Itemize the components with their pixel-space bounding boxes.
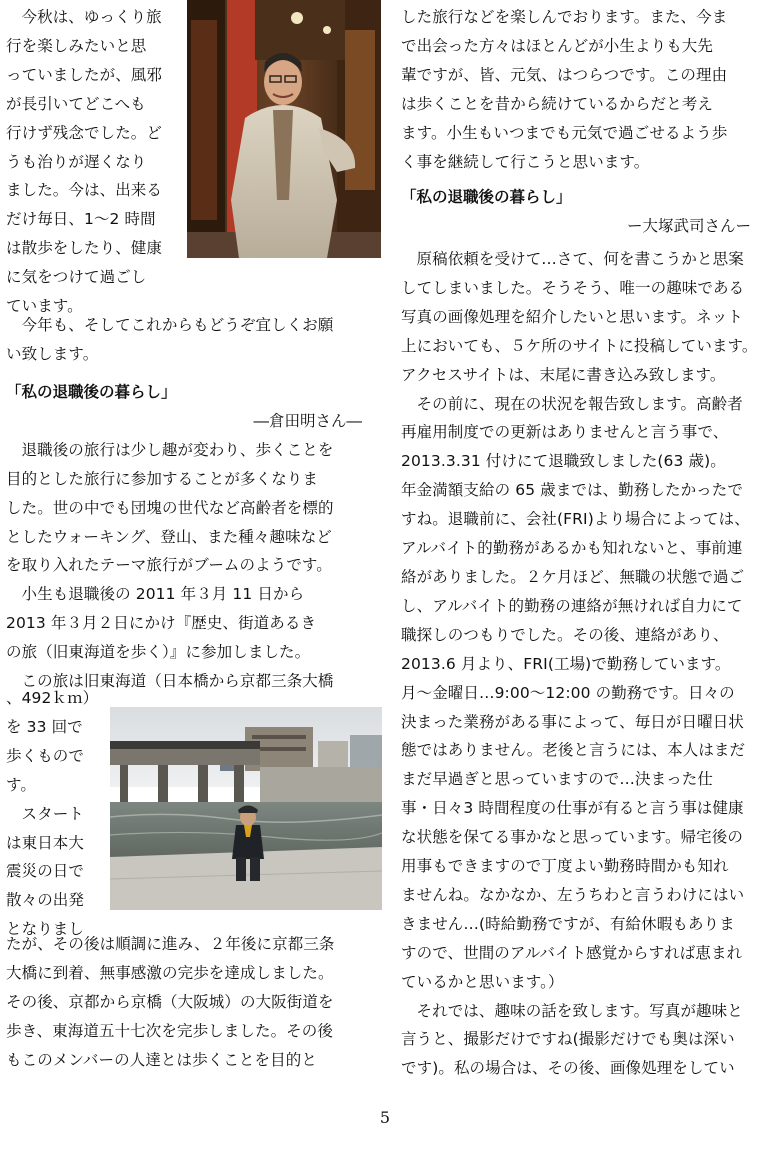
text-line: スタート [21, 804, 84, 823]
portrait-photo-image [187, 0, 381, 258]
text-line: で出会った方々はほとんどが小生よりも大先 [401, 36, 714, 55]
text-line: うも治りが遅くなり [6, 152, 147, 171]
text-line: ています。 [6, 297, 83, 316]
text-line: 歩き、東海道五十七次を完歩しました。その後 [6, 1021, 333, 1040]
text-line: まだ早過ぎと思っていますので…決まった仕 [401, 770, 714, 789]
text-line: い致します。 [6, 344, 99, 363]
text-line: もこのメンバーの人達とは歩くことを目的と [6, 1050, 317, 1069]
text-line: ました。今は、出来る [6, 181, 163, 200]
text-line: 原稿依頼を受けて…さて、何を書こうかと思案 [416, 250, 744, 268]
text-line: 年金満額支給の 65 歳までは、勤務したかったで [401, 481, 743, 500]
text-line: 目的とした旅行に参加することが多くなりま [6, 469, 319, 488]
text-line: 絡がありました。２ケ月ほど、無職の状態で過ご [401, 567, 745, 586]
text-line: した。世の中でも団塊の世代など高齢者を標的 [6, 498, 334, 517]
text-line: 今秋は、ゆっくり旅 [21, 8, 162, 26]
text-line: は歩くことを昔から続けているからだと考え [401, 94, 714, 113]
text-line: 小生も退職後の 2011 年３月 11 日から [21, 585, 305, 604]
text-line: 決まった業務がある事によって、毎日が日曜日状 [401, 712, 744, 731]
text-line: 震災の日で [6, 862, 85, 881]
section-title: 「私の退職後の暮らし」 [6, 383, 177, 401]
text-line: たが、その後は順調に進み、２年後に京都三条 [6, 935, 335, 953]
article-kurata [6, 378, 362, 696]
text-line: を取り入れたテーマ旅行がブームのようです。 [6, 556, 332, 575]
text-line: としたウォーキング、登山、また種々趣味など [6, 527, 332, 546]
text-line: は散歩をしたり、健康 [6, 239, 163, 258]
text-line: の旅（旧東海道を歩く）』に参加しました。 [6, 643, 311, 662]
text-line: きません…(時給勤務ですが、有給休暇もありま [401, 914, 735, 933]
river-bridge-photo-image [110, 707, 382, 910]
author-byline: ー大塚武司さんー [626, 216, 751, 235]
intro-closing [6, 311, 362, 369]
text-line: 2013 年３月２日にかけ『歴史、街道あるき [6, 614, 317, 633]
text-line: その前に、現在の状況を報告致します。高齢者 [416, 394, 743, 413]
text-line: す。 [6, 775, 36, 794]
text-line: その後、京都から京橋（大阪城）の大阪街道を [6, 992, 334, 1011]
kurata-continuation [401, 3, 763, 176]
section-title: 「私の退職後の暮らし」 [401, 188, 572, 206]
text-line: に気をつけて過ごし [6, 268, 147, 287]
text-line: 歩くもので [6, 746, 85, 765]
text-line: してしまいました。そうそう、唯一の趣味である [401, 278, 745, 297]
text-line: 輩ですが、皆、元気、はつらつです。この理由 [401, 65, 728, 84]
text-line: それでは、趣味の話を致します。写真が趣味と [416, 1001, 743, 1020]
text-line: を 33 回で [6, 717, 83, 736]
article-otsuka-header [401, 183, 751, 241]
text-line: は東日本大 [6, 833, 85, 852]
text-line: 再雇用制度での更新はありませんと言う事で、 [401, 423, 729, 442]
text-line: 散々の出発 [6, 891, 85, 910]
text-line: 行を楽しみたいと思 [6, 36, 147, 55]
text-line: ます。小生もいつまでも元気で過ごせるよう歩 [401, 123, 728, 142]
text-line: 退職後の旅行は少し趣が変わり、歩くことを [21, 440, 334, 459]
text-line: 、492ｋｍ） [6, 689, 99, 707]
text-line: 言うと、撮影だけですね(撮影だけでも奥は深い [401, 1030, 735, 1049]
river-bridge-photo [110, 707, 382, 910]
text-line: アルバイト的勤務があるかも知れないと、事前連 [401, 539, 743, 558]
text-line: 写真の画像処理を紹介したいと思います。ネット [401, 307, 743, 326]
text-line: っていましたが、風邪 [6, 65, 163, 84]
article-otsuka-body [401, 245, 763, 1083]
text-line: 上においても、５ケ所のサイトに投稿しています。 [401, 336, 758, 355]
text-line: 今年も、そしてこれからもどうぞ宜しくお願 [21, 316, 334, 334]
wrapped-text-beside-photo [6, 684, 106, 944]
text-line: 事・日々3 時間程度の仕事が有ると言う事は健康 [401, 799, 744, 818]
text-line: な状態を保てる事かなと思っています。帰宅後の [401, 828, 743, 847]
portrait-photo [187, 0, 381, 258]
text-line: 大橋に到着、無事感激の完歩を達成しました。 [6, 963, 334, 982]
article-kurata-end [6, 930, 362, 1075]
text-line: 態ではありません。老後と言うには、本人はまだ [401, 741, 746, 760]
text-line: です)。私の場合は、その後、画像処理をしてい [401, 1059, 735, 1078]
text-line: 2013.6 月より、FRI(工場)で勤務しています。 [401, 654, 731, 673]
text-line: 月～金曜日…9:00～12:00 の勤務です。日々の [401, 683, 735, 702]
intro-wrapped-text [6, 3, 186, 321]
text-line: 2013.3.31 付けにて退職致しました(63 歳)。 [401, 452, 726, 471]
text-line: ているかと思います。） [401, 972, 564, 991]
text-line: だけ毎日、1～2 時間 [6, 210, 156, 229]
page-number: 5 [379, 1108, 391, 1127]
text-line: が長引いてどこへも [6, 94, 146, 113]
text-line: し、アルバイト的勤務の連絡が無ければ自力にて [401, 596, 743, 615]
text-line: く事を継続して行こうと思います。 [401, 152, 650, 171]
text-line: この旅は旧東海道（日本橋から京都三条大橋 [21, 672, 334, 691]
author-byline: ―倉田明さん― [253, 411, 362, 430]
text-line: ませんね。なかなか、左うちわと言うわけにはい [401, 885, 745, 904]
text-line: アクセスサイトは、末尾に書き込み致します。 [401, 365, 726, 384]
text-line: した旅行などを楽しんでおります。また、今ま [401, 8, 728, 26]
text-line: 行けず残念でした。ど [6, 123, 163, 142]
text-line: すね。退職前に、会社(FRI)より場合によっては、 [401, 510, 750, 529]
text-line: となりまし [6, 920, 85, 939]
text-line: すので、世間のアルバイト感覚からすれば恵まれ [401, 943, 743, 962]
text-line: 用事もできますので丁度よい勤務時間かも知れ [401, 857, 729, 876]
text-line: 職探しのつもりでした。その後、連絡があり、 [401, 625, 729, 644]
